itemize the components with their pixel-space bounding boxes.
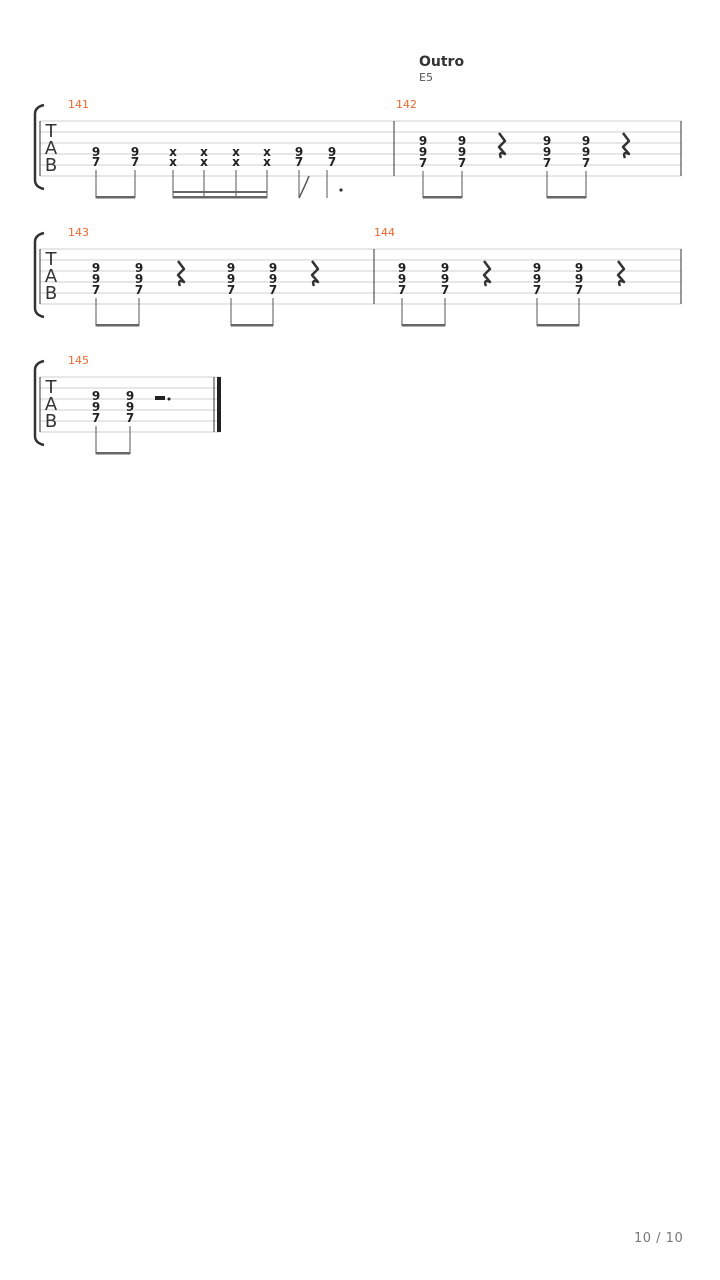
- quarter-rest: [312, 261, 318, 286]
- dead-note: x: [232, 155, 240, 169]
- tab-notation: [0, 0, 720, 480]
- fret-number: 7: [130, 155, 140, 169]
- fret-number: 7: [91, 411, 101, 425]
- fret-number: 9: [457, 134, 467, 148]
- fret-number: 7: [294, 155, 304, 169]
- note-flag: [299, 176, 309, 198]
- fret-number: 9: [125, 389, 135, 403]
- fret-number: 7: [440, 283, 450, 297]
- note-stems: [423, 171, 586, 198]
- fret-number: 9: [134, 261, 144, 275]
- note-beams: [96, 191, 267, 199]
- fret-number: 9: [91, 272, 101, 286]
- fret-number: 7: [581, 156, 591, 170]
- fret-number: 7: [397, 283, 407, 297]
- fret-number: 9: [574, 261, 584, 275]
- clef-letter: A: [44, 394, 58, 415]
- fret-number: 9: [268, 261, 278, 275]
- clef-letter: A: [44, 266, 58, 287]
- fret-number: 9: [542, 134, 552, 148]
- fret-number: 9: [91, 400, 101, 414]
- fret-number: 9: [581, 145, 591, 159]
- dotted-rest-dot: [168, 398, 171, 401]
- dead-note: x: [263, 155, 271, 169]
- fret-number: 9: [581, 134, 591, 148]
- half-rest: [155, 396, 165, 400]
- fret-number: 7: [91, 283, 101, 297]
- fret-number: 9: [457, 145, 467, 159]
- note-beams: [96, 324, 579, 327]
- fret-number: 9: [397, 272, 407, 286]
- fret-number: 7: [268, 283, 278, 297]
- dead-note: x: [232, 145, 240, 159]
- note-beams: [423, 196, 586, 199]
- fret-number: 9: [418, 145, 428, 159]
- quarter-rest: [178, 261, 184, 286]
- dead-note: x: [200, 155, 208, 169]
- fret-number: 9: [125, 400, 135, 414]
- measure-number: 141: [68, 98, 89, 111]
- clef-letter: B: [44, 155, 58, 176]
- measure-number: 145: [68, 354, 89, 367]
- clef-letter: T: [45, 249, 57, 270]
- dotted-note-dot: [339, 188, 342, 191]
- fret-number: 9: [440, 261, 450, 275]
- dead-note: x: [169, 155, 177, 169]
- clef-letter: T: [45, 377, 57, 398]
- fret-number: 7: [327, 155, 337, 169]
- measure-number: 143: [68, 226, 89, 239]
- section-title: Outro: [419, 54, 465, 70]
- fret-number: 7: [457, 156, 467, 170]
- fret-number: 9: [91, 145, 101, 159]
- dead-note: x: [263, 145, 271, 159]
- fret-number: 9: [226, 272, 236, 286]
- clef-letter: B: [44, 283, 58, 304]
- clef-letter: A: [44, 138, 58, 159]
- fret-number: 9: [91, 261, 101, 275]
- quarter-rest: [499, 133, 505, 158]
- quarter-rest: [484, 261, 490, 286]
- fret-number: 9: [440, 272, 450, 286]
- fret-number: 7: [91, 155, 101, 169]
- clef-letter: B: [44, 411, 58, 432]
- clef-letter: T: [45, 121, 57, 142]
- tab-system-1: [35, 98, 681, 199]
- fret-number: 9: [327, 145, 337, 159]
- fret-number: 9: [542, 145, 552, 159]
- fret-number: 9: [294, 145, 304, 159]
- fret-number: 7: [226, 283, 236, 297]
- fret-number: 9: [130, 145, 140, 159]
- fret-number: 7: [532, 283, 542, 297]
- note-stems: [96, 170, 327, 198]
- measure-number: 142: [396, 98, 417, 111]
- note-beam: [96, 452, 130, 455]
- fret-number: 9: [418, 134, 428, 148]
- measure-number: 144: [374, 226, 395, 239]
- fret-number: 9: [134, 272, 144, 286]
- quarter-rest: [623, 133, 629, 158]
- note-stems: [96, 426, 130, 454]
- fret-number: 9: [91, 389, 101, 403]
- fret-number: 7: [418, 156, 428, 170]
- fret-number: 9: [574, 272, 584, 286]
- fret-number: 7: [134, 283, 144, 297]
- note-stems: [96, 298, 579, 326]
- final-barline-thick: [217, 377, 221, 432]
- dead-note: x: [200, 145, 208, 159]
- tab-system-3: [35, 354, 221, 455]
- fret-number: 7: [125, 411, 135, 425]
- fret-number: 9: [226, 261, 236, 275]
- fret-number: 9: [532, 261, 542, 275]
- page-number: 10 / 10: [634, 1231, 684, 1246]
- fret-number: 9: [397, 261, 407, 275]
- fret-number: 7: [574, 283, 584, 297]
- quarter-rest: [618, 261, 624, 286]
- dead-note: x: [169, 145, 177, 159]
- tab-system-2: [35, 226, 681, 327]
- fret-number: 9: [268, 272, 278, 286]
- fret-number: 9: [532, 272, 542, 286]
- chord-label: E5: [419, 71, 433, 84]
- fret-number: 7: [542, 156, 552, 170]
